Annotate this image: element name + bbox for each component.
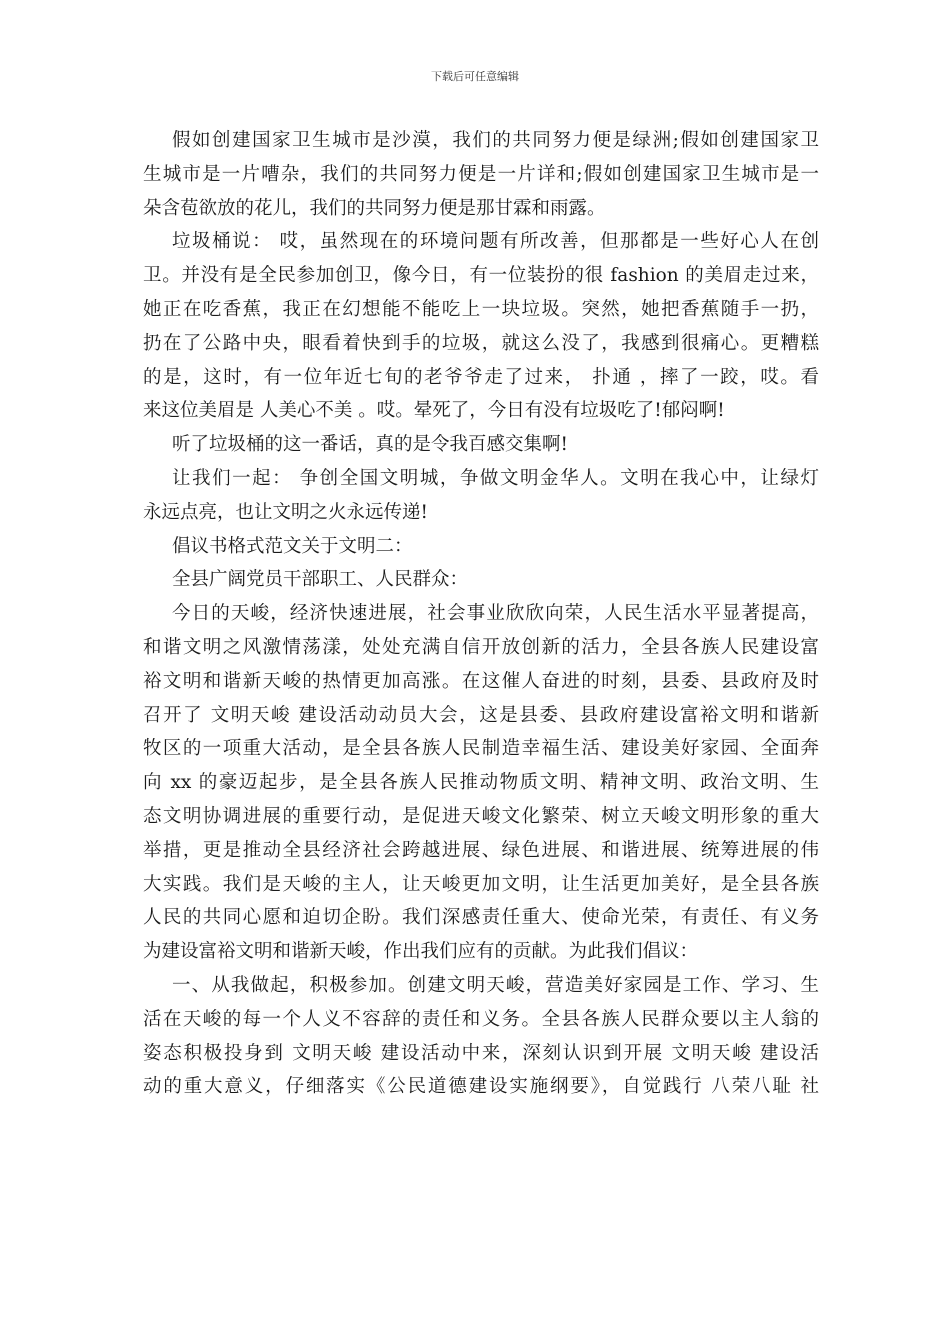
text-line: 为建设富裕文明和谐新天峻，作出我们应有的贡献。为此我们倡议： (143, 941, 699, 963)
text-line: 和谐文明之风激情荡漾，处处充满自信开放创新的活力，全县各族人民建设富 (143, 636, 819, 658)
text-line: 一、从我做起，积极参加。创建文明天峻，营造美好家园是工作、学习、生 (172, 974, 819, 996)
text-line: 裕文明和谐新天峻的热情更加高涨。在这催人奋进的时刻，县委、县政府及时 (143, 670, 819, 692)
text-line: 她正在吃香蕉，我正在幻想能不能吃上一块垃圾。突然，她把香蕉随手一扔， (143, 298, 819, 320)
text-line: 活在天峻的每一个人义不容辞的责任和义务。全县各族人民群众要以主人翁的 (143, 1008, 819, 1030)
text-line: 举措，更是推动全县经济社会跨越进展、绿色进展、和谐进展、统筹进展的伟 (143, 839, 819, 861)
text-line: 来这位美眉是 人美心不美 。哎。晕死了，今日有没有垃圾吃了!郁闷啊! (143, 400, 725, 422)
text-line: 牧区的一项重大活动，是全县各族人民制造幸福生活、建设美好家园、全面奔 (143, 738, 819, 760)
text-line: 倡议书格式范文关于文明二： (172, 535, 413, 557)
text-line: 生城市是一片嘈杂，我们的共同努力便是一片详和;假如创建国家卫生城市是一 (143, 163, 819, 185)
text-line: 动的重大意义，仔细落实《公民道德建设实施纲要》，自觉践行 八荣八耻 社 (143, 1076, 819, 1098)
text-line: 人民的共同心愿和迫切企盼。我们深感责任重大、使命光荣，有责任、有义务 (143, 907, 819, 929)
text-line: 的是，这时，有一位年近七旬的老爷爷走了过来， 扑通 ，摔了一跤，哎。看 (143, 366, 819, 388)
text-line: 朵含苞欲放的花儿，我们的共同努力便是那甘霖和雨露。 (143, 197, 606, 219)
text-line: 卫。并没有是全民参加创卫，像今日，有一位装扮的很 fashion 的美眉走过来， (143, 265, 819, 287)
text-line: 全县广阔党员干部职工、人民群众： (172, 569, 469, 591)
text-line: 向 xx 的豪迈起步，是全县各族人民推动物质文明、精神文明、政治文明、生 (143, 772, 819, 794)
text-line: 让我们一起： 争创全国文明城，争做文明金华人。文明在我心中，让绿灯 (172, 467, 819, 489)
text-line: 假如创建国家卫生城市是沙漠，我们的共同努力便是绿洲;假如创建国家卫 (172, 130, 819, 151)
text-line: 扔在了公路中央，眼看着快到手的垃圾，就这么没了，我感到很痛心。更糟糕 (143, 332, 819, 354)
text-line: 召开了 文明天峻 建设活动动员大会，这是县委、县政府建设富裕文明和谐新 (143, 704, 819, 726)
text-line: 今日的天峻，经济快速进展，社会事业欣欣向荣，人民生活水平显著提高， (172, 603, 819, 625)
text-line: 态文明协调进展的重要行动，是促进天峻文化繁荣、树立天峻文明形象的重大 (143, 805, 819, 827)
page-header: 下载后可任意编辑 (431, 70, 519, 83)
text-line: 垃圾桶说： 哎，虽然现在的环境问题有所改善，但那都是一些好心人在创 (172, 231, 819, 253)
text-line: 姿态积极投身到 文明天峻 建设活动中来，深刻认识到开展 文明天峻 建设活 (143, 1042, 819, 1064)
text-line: 听了垃圾桶的这一番话，真的是令我百感交集啊! (172, 434, 568, 456)
text-line: 大实践。我们是天峻的主人，让天峻更加文明，让生活更加美好，是全县各族 (143, 873, 819, 895)
document-body (143, 124, 819, 1104)
text-line: 永远点亮，也让文明之火永远传递! (143, 501, 428, 523)
